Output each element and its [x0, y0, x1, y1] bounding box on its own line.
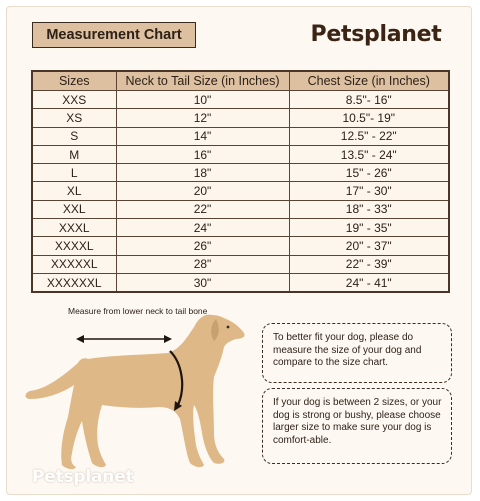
size-cell: XL — [32, 182, 116, 200]
neck-to-tail-cell: 12" — [116, 109, 289, 127]
size-cell: L — [32, 164, 116, 182]
chest-cell: 13.5" - 24" — [289, 145, 449, 163]
table-row — [32, 200, 449, 218]
chest-cell: 8.5"- 16" — [289, 91, 449, 109]
chest-cell: 19" - 35" — [289, 219, 449, 237]
column-header-neck-to-tail: Neck to Tail Size (in Inches) — [116, 71, 289, 91]
size-cell: XS — [32, 109, 116, 127]
column-header-sizes: Sizes — [32, 71, 116, 91]
size-advice-box: If your dog is between 2 sizes, or your dog is strong or bushy, please choose larger size to make sure your dog is comfort-able. — [262, 388, 452, 464]
table-header-row — [32, 71, 449, 91]
chest-cell: 20" - 37" — [289, 237, 449, 255]
table-row — [32, 145, 449, 163]
neck-to-tail-cell: 24" — [116, 219, 289, 237]
neck-to-tail-cell: 26" — [116, 237, 289, 255]
chest-cell: 12.5" - 22" — [289, 127, 449, 145]
brand-logo: Petsplanet — [310, 22, 442, 47]
column-header-chest: Chest Size (in Inches) — [289, 71, 449, 91]
neck-to-tail-cell: 14" — [116, 127, 289, 145]
fit-tip-box: To better fit your dog, please do measure the size of your dog and compare to the size chart. — [262, 323, 452, 383]
chest-cell: 17" - 30" — [289, 182, 449, 200]
table-body — [32, 91, 449, 293]
size-cell: XXXXL — [32, 237, 116, 255]
table-row — [32, 273, 449, 292]
chest-cell: 24" - 41" — [289, 273, 449, 292]
page-title: Measurement Chart — [32, 22, 196, 48]
size-cell: XXXXXXL — [32, 273, 116, 292]
neck-to-tail-cell: 30" — [116, 273, 289, 292]
table-row — [32, 127, 449, 145]
neck-to-tail-cell: 20" — [116, 182, 289, 200]
chest-cell: 18" - 33" — [289, 200, 449, 218]
neck-to-tail-cell: 10" — [116, 91, 289, 109]
size-cell: XXXXXL — [32, 255, 116, 273]
table-row — [32, 91, 449, 109]
measure-arrow-icon — [76, 335, 172, 343]
watermark-logo: Petsplanet — [32, 467, 134, 487]
chest-cell: 15" - 26" — [289, 164, 449, 182]
neck-to-tail-cell: 16" — [116, 145, 289, 163]
size-table — [31, 70, 450, 293]
neck-to-tail-cell: 28" — [116, 255, 289, 273]
size-cell: XXL — [32, 200, 116, 218]
table-row — [32, 109, 449, 127]
table-row — [32, 237, 449, 255]
size-cell: XXXL — [32, 219, 116, 237]
dog-silhouette-icon — [26, 315, 245, 470]
table-row — [32, 255, 449, 273]
size-cell: XXS — [32, 91, 116, 109]
chest-cell: 22" - 39" — [289, 255, 449, 273]
size-cell: M — [32, 145, 116, 163]
neck-to-tail-cell: 22" — [116, 200, 289, 218]
neck-to-tail-cell: 18" — [116, 164, 289, 182]
table-row — [32, 164, 449, 182]
table-row — [32, 182, 449, 200]
size-cell: S — [32, 127, 116, 145]
dog-illustration — [18, 305, 258, 475]
measure-label: Measure from lower neck to tail bone — [68, 306, 208, 316]
chest-cell: 10.5"- 19" — [289, 109, 449, 127]
table-row — [32, 219, 449, 237]
